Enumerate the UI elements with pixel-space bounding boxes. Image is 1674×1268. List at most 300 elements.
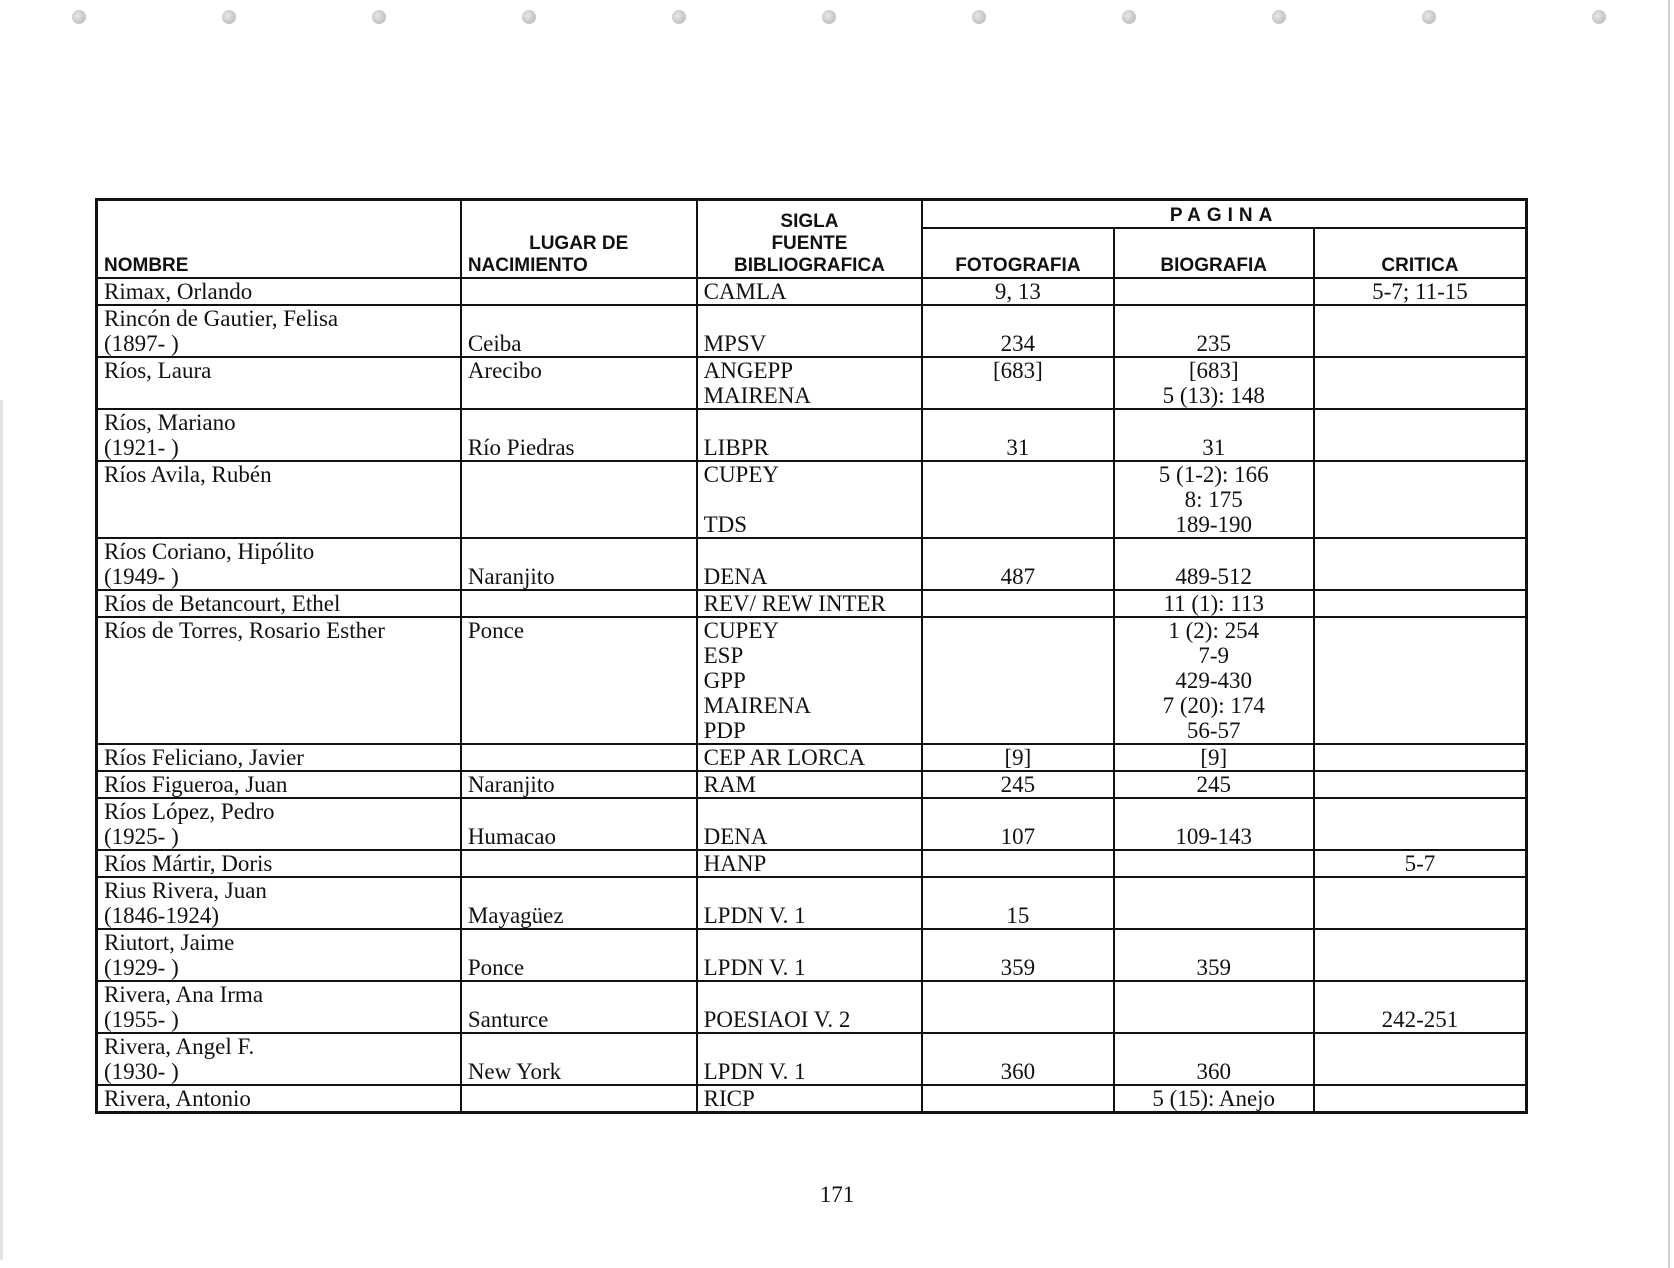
binder-hole [822,10,836,24]
cell-lugar [461,357,697,409]
cell-line [1321,1086,1519,1111]
table-header [97,200,1527,279]
cell-line [1321,955,1519,980]
cell-line: Humacao [467,824,556,849]
cell-line: (1925- ) [104,824,179,849]
cell-biografia [1114,850,1314,877]
cell-line [929,410,1106,435]
col-header-sigla: SIGLA FUENTE BIBLIOGRAFICA [697,200,923,279]
cell-nombre [97,877,461,929]
cell-line: 7-9 [1198,643,1230,668]
cell-lugar [461,771,697,798]
cell-line: LPDN V. 1 [703,955,806,980]
cell-lugar [461,617,697,744]
cell-line: 31 [1006,435,1030,460]
cell-fotografia [922,357,1113,409]
cell-lugar [461,409,697,461]
cell-fotografia [922,461,1113,538]
cell-line [704,487,916,512]
cell-line: 234 [1000,331,1036,356]
col-header-lugar: LUGAR DE NACIMIENTO [461,200,697,279]
cell-line [468,643,690,668]
cell-line: 31 [1202,435,1226,460]
binder-hole [1122,10,1136,24]
cell-line: 235 [1196,331,1231,356]
cell-line [1321,930,1519,955]
cell-line: Rius Rivera, Juan [104,878,267,903]
cell-critica [1314,1033,1527,1085]
binder-hole [72,10,86,24]
cell-line [468,462,690,487]
cell-critica [1314,850,1527,877]
author-register-table [95,198,1528,1114]
cell-line [468,512,690,537]
cell-line [929,799,1106,824]
cell-critica [1314,981,1527,1033]
cell-line: Riutort, Jaime [104,930,235,955]
cell-sigla [697,771,923,798]
cell-line: Ríos, Laura [104,358,212,383]
cell-line: 11 (1): 113 [1163,591,1264,616]
cell-line [468,718,690,743]
cell-lugar [461,744,697,771]
col-header-pagina: PAGINA [922,200,1526,229]
cell-line [929,512,1106,537]
cell-lugar [461,877,697,929]
cell-line [1321,799,1519,824]
cell-line [468,668,690,693]
cell-lugar [461,590,697,617]
table-row [97,538,1527,590]
cell-line [468,799,690,824]
cell-line: (1846-1924) [104,903,219,928]
cell-line: Rivera, Antonio [104,1086,251,1111]
cell-fotografia [922,1033,1113,1085]
cell-line: 8: 175 [1184,487,1243,512]
cell-line [704,878,916,903]
cell-line: Río Piedras [467,435,575,460]
cell-sigla [697,929,923,981]
cell-line [1121,903,1307,928]
cell-line [104,718,454,743]
cell-lugar [461,538,697,590]
cell-biografia [1114,744,1314,771]
cell-line [468,279,690,304]
cell-line [929,930,1106,955]
cell-line [1121,410,1307,435]
page-number: 171 [819,1182,855,1207]
cell-biografia [1114,1033,1314,1085]
cell-line: MAIRENA [703,383,811,408]
cell-line [704,306,916,331]
cell-critica [1314,929,1527,981]
cell-line: Ceiba [467,331,522,356]
cell-line [468,1086,690,1111]
table-body [97,278,1527,1113]
col-header-biografia: BIOGRAFIA [1114,228,1314,278]
cell-line: LPDN V. 1 [703,903,806,928]
cell-lugar [461,461,697,538]
cell-line [1321,878,1519,903]
table-row [97,305,1527,357]
cell-line: CUPEY [703,618,780,643]
cell-line: Santurce [467,1007,549,1032]
cell-sigla [697,538,923,590]
cell-line [1321,383,1519,408]
table-row [97,877,1527,929]
cell-biografia [1114,1085,1314,1113]
cell-line: [683] [993,358,1043,383]
cell-line [929,851,1106,876]
cell-line: 429-430 [1175,668,1253,693]
cell-fotografia [922,877,1113,929]
cell-line: (1897- ) [104,331,179,356]
cell-critica [1314,798,1527,850]
cell-line [1121,306,1307,331]
cell-line: Ríos, Mariano [104,410,236,435]
cell-sigla [697,877,923,929]
cell-fotografia [922,409,1113,461]
cell-critica [1314,1085,1527,1113]
cell-line [929,668,1106,693]
cell-line: 5-7 [1404,851,1436,876]
cell-fotografia [922,771,1113,798]
cell-biografia [1114,305,1314,357]
cell-line: Ríos Mártir, Doris [104,851,273,876]
cell-line: (1930- ) [104,1059,179,1084]
cell-sigla [697,590,923,617]
table-row [97,981,1527,1033]
cell-line: REV/ REW INTER [703,591,886,616]
cell-line: Naranjito [467,564,555,589]
cell-line [929,383,1106,408]
cell-line [1321,824,1519,849]
cell-line: ANGEPP [703,358,794,383]
cell-line [1321,982,1519,1007]
cell-line [704,1034,916,1059]
cell-line [468,487,690,512]
cell-line [468,539,690,564]
cell-sigla [697,850,923,877]
table-row [97,798,1527,850]
cell-line [468,851,690,876]
cell-line: 7 (20): 174 [1162,693,1265,718]
col-header-nombre: NOMBRE [97,200,461,279]
cell-line: RAM [703,772,757,797]
cell-line [468,693,690,718]
cell-line [929,1034,1106,1059]
cell-line: CEP AR LORCA [703,745,866,770]
cell-line: Ponce [467,618,525,643]
cell-critica [1314,461,1527,538]
cell-line [929,693,1106,718]
page-edge [1668,0,1670,1268]
table-row [97,590,1527,617]
cell-line: Rimax, Orlando [104,279,253,304]
cell-line: 189-190 [1175,512,1253,537]
cell-biografia [1114,538,1314,590]
cell-line: [683] [1188,358,1239,383]
cell-line: 5 (13): 148 [1162,383,1265,408]
cell-line [929,878,1106,903]
cell-line: 360 [1196,1059,1231,1084]
cell-line [1321,539,1519,564]
cell-biografia [1114,798,1314,850]
cell-fotografia [922,590,1113,617]
cell-line [929,1086,1106,1111]
cell-line: PDP [703,718,746,743]
cell-biografia [1114,617,1314,744]
binder-hole [522,10,536,24]
cell-line [929,1007,1106,1032]
cell-line [1321,435,1519,460]
binder-hole [222,10,236,24]
cell-line: MAIRENA [703,693,811,718]
cell-sigla [697,461,923,538]
cell-line [468,306,690,331]
cell-line: GPP [703,668,746,693]
cell-critica [1314,357,1527,409]
cell-line: 360 [1000,1059,1036,1084]
binder-hole [1272,10,1286,24]
cell-biografia [1114,409,1314,461]
cell-line: Arecibo [467,358,542,383]
cell-lugar [461,1085,697,1113]
cell-line: HANP [703,851,767,876]
table-row [97,744,1527,771]
cell-line: Rivera, Angel F. [104,1034,255,1059]
cell-line [704,982,916,1007]
cell-fotografia [922,538,1113,590]
cell-line: Ponce [467,955,525,980]
cell-critica [1314,771,1527,798]
cell-line: Ríos Avila, Rubén [104,462,272,487]
cell-line [929,718,1106,743]
cell-line: 15 [1006,903,1030,928]
cell-critica [1314,617,1527,744]
cell-line: Rincón de Gautier, Felisa [104,306,339,331]
cell-sigla [697,617,923,744]
cell-line: MPSV [703,331,767,356]
cell-line: (1921- ) [104,435,179,460]
table-row [97,409,1527,461]
cell-lugar [461,929,697,981]
cell-sigla [697,1033,923,1085]
cell-line [1321,591,1519,616]
cell-fotografia [922,617,1113,744]
col-header-fotografia: FOTOGRAFIA [922,228,1113,278]
cell-line [929,462,1106,487]
cell-line: CUPEY [703,462,780,487]
cell-line [1321,618,1519,643]
cell-line [1321,772,1519,797]
cell-fotografia [922,981,1113,1033]
cell-line: 245 [1196,772,1231,797]
page-edge [0,400,3,1260]
cell-line: 359 [1196,955,1231,980]
cell-line: 5-7; 11-15 [1372,279,1468,304]
cell-line: New York [467,1059,562,1084]
cell-line [104,512,454,537]
cell-line [468,410,690,435]
cell-nombre [97,771,461,798]
cell-nombre [97,744,461,771]
cell-line: Naranjito [467,772,555,797]
cell-line [104,693,454,718]
table-row [97,771,1527,798]
cell-fotografia [922,305,1113,357]
cell-lugar [461,278,697,305]
cell-line: Ríos Feliciano, Javier [104,745,304,770]
cell-line: 359 [1000,955,1036,980]
cell-line: (1955- ) [104,1007,179,1032]
cell-line [1121,1007,1307,1032]
cell-line: TDS [703,512,748,537]
cell-line: LIBPR [703,435,769,460]
cell-sigla [697,278,923,305]
cell-sigla [697,305,923,357]
cell-line: POESIAOI V. 2 [703,1007,851,1032]
cell-line [929,539,1106,564]
cell-line: 489-512 [1175,564,1253,589]
cell-line [1121,982,1307,1007]
cell-line: (1929- ) [104,955,179,980]
cell-line: DENA [703,564,768,589]
cell-critica [1314,538,1527,590]
cell-line [1321,487,1519,512]
cell-line [1321,745,1519,770]
cell-line [468,982,690,1007]
cell-sigla [697,357,923,409]
cell-line: 9, 13 [994,279,1041,304]
cell-line [929,487,1106,512]
cell-biografia [1114,461,1314,538]
cell-line [929,306,1106,331]
cell-critica [1314,305,1527,357]
binder-hole [672,10,686,24]
cell-line [468,878,690,903]
binder-hole [972,10,986,24]
cell-line [1321,668,1519,693]
cell-line [104,668,454,693]
cell-line [704,930,916,955]
cell-critica [1314,744,1527,771]
cell-line [1121,799,1307,824]
table-row [97,929,1527,981]
cell-line: 5 (15): Anejo [1152,1086,1276,1111]
cell-line [1121,279,1307,304]
cell-line [468,591,690,616]
cell-line [1321,718,1519,743]
binder-holes [0,6,1674,28]
table-row [97,617,1527,744]
cell-fotografia [922,744,1113,771]
cell-line [1321,1059,1519,1084]
cell-nombre [97,409,461,461]
cell-lugar [461,798,697,850]
cell-line [104,383,454,408]
cell-lugar [461,305,697,357]
cell-line [704,410,916,435]
cell-sigla [697,798,923,850]
cell-line: 56-57 [1186,718,1241,743]
cell-lugar [461,850,697,877]
cell-biografia [1114,590,1314,617]
cell-fotografia [922,798,1113,850]
cell-fotografia [922,278,1113,305]
cell-line [1321,1034,1519,1059]
cell-line [104,643,454,668]
cell-line: (1949- ) [104,564,179,589]
cell-line [1321,331,1519,356]
cell-line [1321,410,1519,435]
cell-line [929,982,1106,1007]
cell-line: 242-251 [1381,1007,1459,1032]
cell-critica [1314,877,1527,929]
cell-line: [9] [1200,745,1228,770]
cell-nombre [97,617,461,744]
cell-biografia [1114,278,1314,305]
cell-line [1121,878,1307,903]
binder-hole [1422,10,1436,24]
cell-line: 487 [1000,564,1036,589]
cell-line: CAMLA [703,279,787,304]
cell-line: [9] [1004,745,1032,770]
cell-line [1121,930,1307,955]
cell-sigla [697,744,923,771]
cell-line [929,618,1106,643]
cell-line [1321,358,1519,383]
cell-nombre [97,461,461,538]
cell-critica [1314,409,1527,461]
cell-line [104,487,454,512]
cell-nombre [97,305,461,357]
cell-sigla [697,981,923,1033]
binder-hole [1592,10,1606,24]
cell-line [704,799,916,824]
cell-line: Ríos de Torres, Rosario Esther [104,618,385,643]
cell-line: Ríos Figueroa, Juan [104,772,288,797]
cell-critica [1314,278,1527,305]
cell-line: 109-143 [1175,824,1253,849]
cell-line [1321,643,1519,668]
table-row [97,461,1527,538]
cell-lugar [461,981,697,1033]
cell-line [1121,539,1307,564]
cell-line: RICP [703,1086,755,1111]
cell-line [468,1034,690,1059]
cell-line: Ríos de Betancourt, Ethel [104,591,341,616]
cell-nombre [97,538,461,590]
cell-biografia [1114,771,1314,798]
cell-line: 245 [1000,772,1036,797]
cell-biografia [1114,877,1314,929]
cell-line [704,539,916,564]
cell-fotografia [922,1085,1113,1113]
col-header-critica: CRITICA [1314,228,1527,278]
cell-critica [1314,590,1527,617]
cell-line [1321,903,1519,928]
cell-line: Ríos Coriano, Hipólito [104,539,315,564]
cell-line [1321,462,1519,487]
cell-line: ESP [703,643,744,668]
cell-line: DENA [703,824,768,849]
cell-biografia [1114,357,1314,409]
cell-line [468,383,690,408]
cell-nombre [97,850,461,877]
cell-line [929,643,1106,668]
cell-line: Mayagüez [467,903,564,928]
